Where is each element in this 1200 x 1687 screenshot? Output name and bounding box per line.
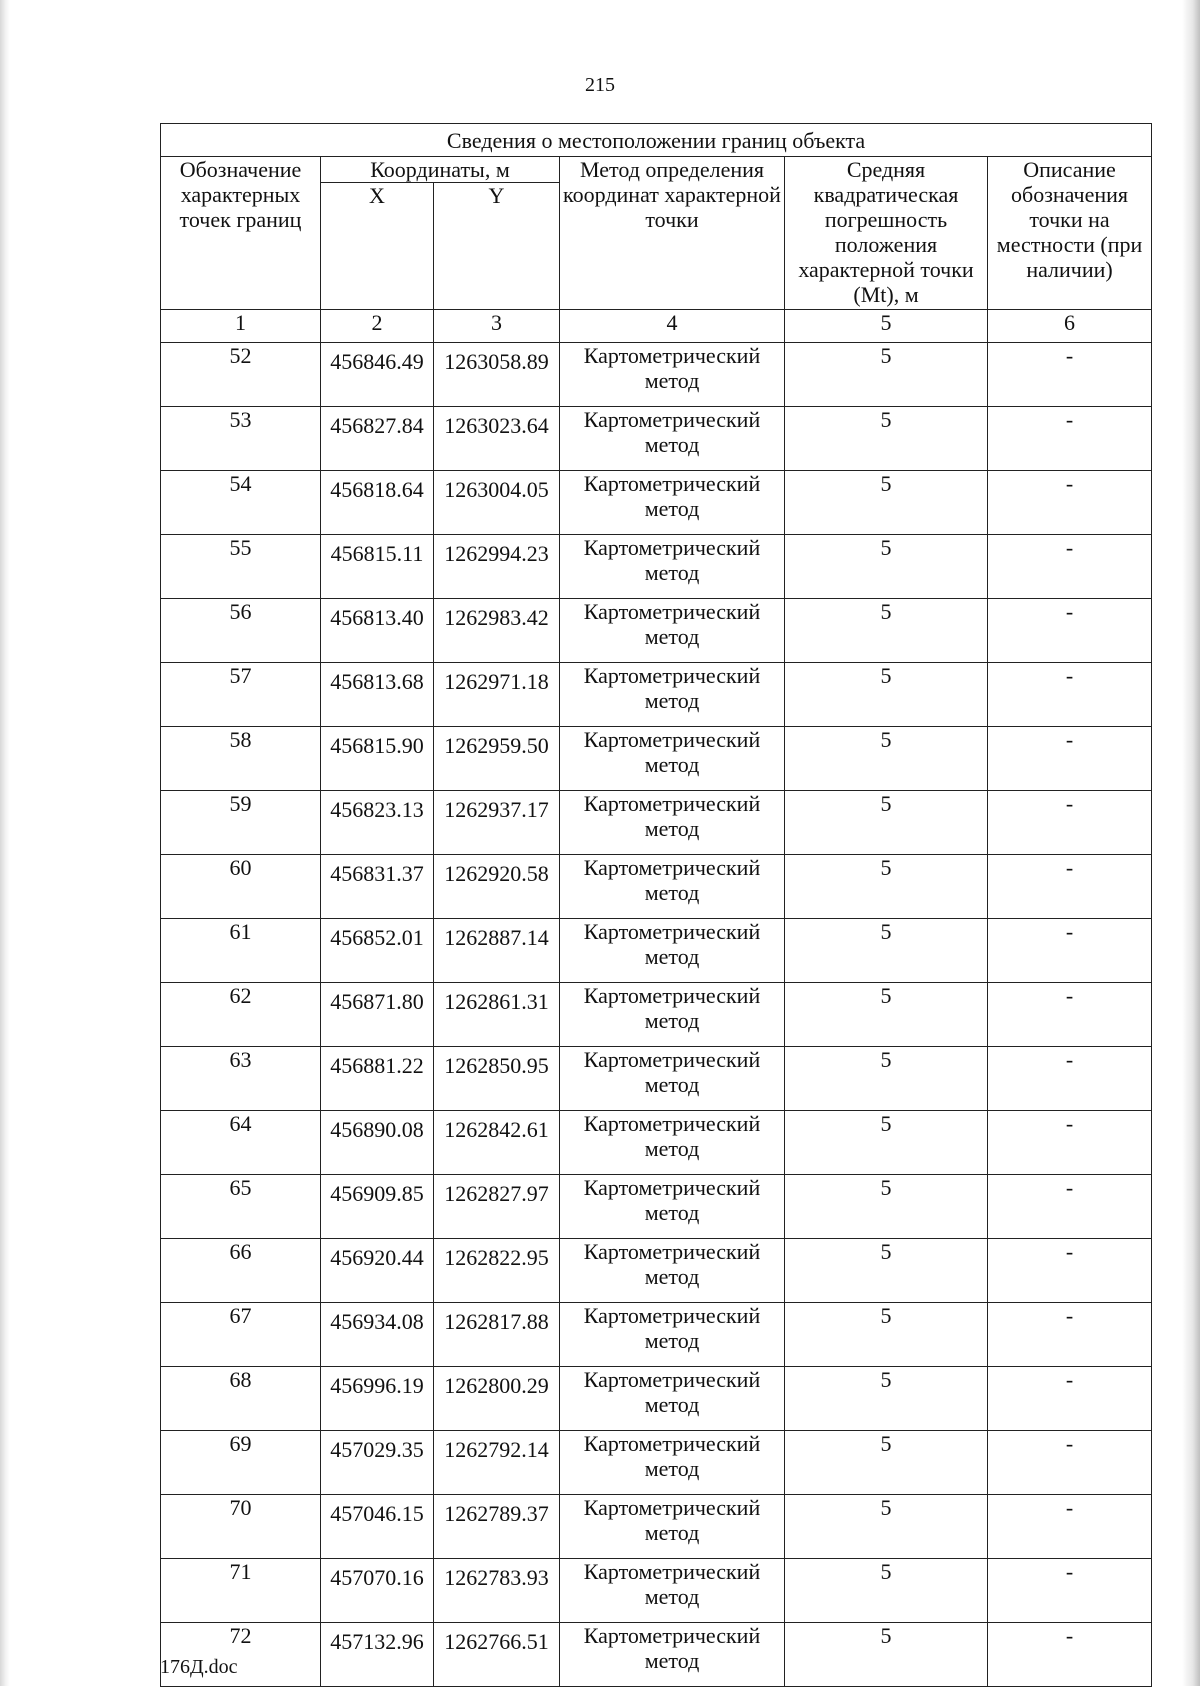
cell-y: 1262959.50 (434, 727, 560, 791)
cell-x: 456881.22 (321, 1047, 434, 1111)
method-line-2: метод (644, 1072, 700, 1097)
cell-description: - (988, 791, 1152, 855)
cell-y: 1263058.89 (434, 343, 560, 407)
method-line-1: Картометрический (583, 471, 761, 496)
cell-x: 456996.19 (321, 1367, 434, 1431)
footer-filename: 176Д.doc (160, 1656, 238, 1678)
cell-x: 456909.85 (321, 1175, 434, 1239)
cell-x: 456831.37 (321, 855, 434, 919)
cell-description: - (988, 855, 1152, 919)
cell-point: 56 (161, 599, 321, 663)
method-line-1: Картометрический (583, 1623, 761, 1648)
cell-point: 55 (161, 535, 321, 599)
cell-description: - (988, 407, 1152, 471)
method-line-2: метод (644, 816, 700, 841)
cell-x: 457029.35 (321, 1431, 434, 1495)
cell-method (560, 1367, 785, 1431)
cell-error: 5 (785, 663, 988, 727)
method-line-2: метод (644, 1648, 700, 1673)
cell-error: 5 (785, 1495, 988, 1559)
cell-point: 64 (161, 1111, 321, 1175)
method-line-2: метод (644, 1328, 700, 1353)
cell-error: 5 (785, 855, 988, 919)
cell-y: 1262842.61 (434, 1111, 560, 1175)
table-row (161, 1559, 1152, 1623)
cell-description: - (988, 663, 1152, 727)
table-row (161, 343, 1152, 407)
method-line-1: Картометрический (583, 1431, 761, 1456)
column-number: 6 (988, 310, 1152, 343)
cell-method (560, 855, 785, 919)
table-row (161, 1431, 1152, 1495)
cell-method (560, 1559, 785, 1623)
cell-description: - (988, 1175, 1152, 1239)
cell-error: 5 (785, 1303, 988, 1367)
cell-x: 456815.11 (321, 535, 434, 599)
cell-point: 68 (161, 1367, 321, 1431)
cell-point: 66 (161, 1239, 321, 1303)
cell-y: 1262887.14 (434, 919, 560, 983)
method-line-2: метод (644, 1456, 700, 1481)
column-number: 4 (560, 310, 785, 343)
cell-error: 5 (785, 1175, 988, 1239)
cell-error: 5 (785, 1431, 988, 1495)
cell-error: 5 (785, 599, 988, 663)
cell-y: 1263004.05 (434, 471, 560, 535)
cell-point: 58 (161, 727, 321, 791)
cell-point: 63 (161, 1047, 321, 1111)
cell-description: - (988, 1431, 1152, 1495)
column-number: 5 (785, 310, 988, 343)
table-title: Сведения о местоположении границ объекта (161, 124, 1152, 157)
cell-x: 456934.08 (321, 1303, 434, 1367)
cell-description: - (988, 1239, 1152, 1303)
cell-point: 71 (161, 1559, 321, 1623)
cell-method (560, 1239, 785, 1303)
cell-method (560, 471, 785, 535)
cell-x: 456871.80 (321, 983, 434, 1047)
cell-error: 5 (785, 1623, 988, 1687)
table-row (161, 1367, 1152, 1431)
table-row (161, 1303, 1152, 1367)
method-line-2: метод (644, 432, 700, 457)
cell-method (560, 727, 785, 791)
cell-error: 5 (785, 727, 988, 791)
cell-error: 5 (785, 1047, 988, 1111)
cell-point: 52 (161, 343, 321, 407)
cell-description: - (988, 1495, 1152, 1559)
method-line-2: метод (644, 1008, 700, 1033)
cell-point: 61 (161, 919, 321, 983)
cell-point: 72 (161, 1623, 321, 1687)
table-row (161, 855, 1152, 919)
cell-point: 53 (161, 407, 321, 471)
cell-y: 1262827.97 (434, 1175, 560, 1239)
cell-method (560, 791, 785, 855)
cell-x: 456813.40 (321, 599, 434, 663)
method-line-1: Картометрический (583, 1367, 761, 1392)
scan-edge-right (1182, 0, 1200, 1686)
table-row (161, 599, 1152, 663)
cell-point: 59 (161, 791, 321, 855)
cell-method (560, 1431, 785, 1495)
method-line-1: Картометрический (583, 791, 761, 816)
cell-y: 1262994.23 (434, 535, 560, 599)
cell-y: 1262937.17 (434, 791, 560, 855)
table-row (161, 919, 1152, 983)
cell-method (560, 535, 785, 599)
cell-description: - (988, 343, 1152, 407)
table-row (161, 727, 1152, 791)
table-row (161, 1495, 1152, 1559)
cell-description: - (988, 1367, 1152, 1431)
table-row (161, 1623, 1152, 1687)
boundary-coordinates-table (160, 123, 1152, 1687)
cell-x: 457132.96 (321, 1623, 434, 1687)
cell-y: 1262766.51 (434, 1623, 560, 1687)
cell-point: 54 (161, 471, 321, 535)
cell-x: 456815.90 (321, 727, 434, 791)
method-line-2: метод (644, 624, 700, 649)
method-line-2: метод (644, 496, 700, 521)
cell-error: 5 (785, 471, 988, 535)
cell-x: 456813.68 (321, 663, 434, 727)
cell-x: 456890.08 (321, 1111, 434, 1175)
cell-point: 67 (161, 1303, 321, 1367)
cell-description: - (988, 1559, 1152, 1623)
method-line-1: Картометрический (583, 535, 761, 560)
cell-description: - (988, 1623, 1152, 1687)
cell-y: 1262983.42 (434, 599, 560, 663)
header-coords: Координаты, м (321, 157, 560, 183)
cell-point: 69 (161, 1431, 321, 1495)
cell-error: 5 (785, 343, 988, 407)
cell-x: 457046.15 (321, 1495, 434, 1559)
cell-x: 456823.13 (321, 791, 434, 855)
cell-description: - (988, 471, 1152, 535)
cell-description: - (988, 599, 1152, 663)
header-x: X (321, 183, 434, 310)
cell-method (560, 343, 785, 407)
method-line-1: Картометрический (583, 663, 761, 688)
table-row (161, 1111, 1152, 1175)
cell-y: 1262971.18 (434, 663, 560, 727)
cell-point: 65 (161, 1175, 321, 1239)
cell-error: 5 (785, 535, 988, 599)
table-row (161, 983, 1152, 1047)
page-number: 215 (585, 74, 615, 96)
method-line-2: метод (644, 1264, 700, 1289)
cell-point: 62 (161, 983, 321, 1047)
method-line-2: метод (644, 752, 700, 777)
cell-description: - (988, 727, 1152, 791)
cell-method (560, 1495, 785, 1559)
cell-x: 456920.44 (321, 1239, 434, 1303)
cell-error: 5 (785, 983, 988, 1047)
cell-method (560, 663, 785, 727)
method-line-1: Картометрический (583, 1111, 761, 1136)
header-error: Средняя квадратическая погрешность положения характерной точки (Mt), м (785, 157, 988, 310)
table-row (161, 663, 1152, 727)
method-line-1: Картометрический (583, 1559, 761, 1584)
method-line-1: Картометрический (583, 407, 761, 432)
method-line-1: Картометрический (583, 1175, 761, 1200)
cell-error: 5 (785, 1367, 988, 1431)
table-row (161, 471, 1152, 535)
header-method: Метод определения координат характерной точки (560, 157, 785, 310)
cell-method (560, 1623, 785, 1687)
cell-y: 1262861.31 (434, 983, 560, 1047)
cell-description: - (988, 1303, 1152, 1367)
cell-method (560, 919, 785, 983)
cell-error: 5 (785, 1239, 988, 1303)
cell-error: 5 (785, 1559, 988, 1623)
cell-y: 1262822.95 (434, 1239, 560, 1303)
method-line-1: Картометрический (583, 983, 761, 1008)
cell-x: 456827.84 (321, 407, 434, 471)
cell-method (560, 1111, 785, 1175)
table-row (161, 1175, 1152, 1239)
method-line-2: метод (644, 688, 700, 713)
table-row (161, 791, 1152, 855)
method-line-2: метод (644, 1584, 700, 1609)
cell-error: 5 (785, 407, 988, 471)
cell-y: 1262817.88 (434, 1303, 560, 1367)
cell-y: 1263023.64 (434, 407, 560, 471)
header-y: Y (434, 183, 560, 310)
cell-error: 5 (785, 919, 988, 983)
cell-x: 456818.64 (321, 471, 434, 535)
method-line-2: метод (644, 1520, 700, 1545)
cell-description: - (988, 1047, 1152, 1111)
method-line-2: метод (644, 880, 700, 905)
method-line-2: метод (644, 560, 700, 585)
method-line-2: метод (644, 1200, 700, 1225)
cell-description: - (988, 1111, 1152, 1175)
method-line-1: Картометрический (583, 1495, 761, 1520)
header-point: Обозначение характерных точек границ (161, 157, 321, 310)
column-number: 3 (434, 310, 560, 343)
method-line-1: Картометрический (583, 727, 761, 752)
cell-y: 1262789.37 (434, 1495, 560, 1559)
cell-description: - (988, 535, 1152, 599)
table-row (161, 407, 1152, 471)
cell-point: 60 (161, 855, 321, 919)
method-line-1: Картометрический (583, 919, 761, 944)
cell-description: - (988, 983, 1152, 1047)
cell-method (560, 1175, 785, 1239)
table-row (161, 1047, 1152, 1111)
cell-method (560, 1047, 785, 1111)
method-line-1: Картометрический (583, 343, 761, 368)
method-line-1: Картометрический (583, 1047, 761, 1072)
cell-y: 1262792.14 (434, 1431, 560, 1495)
cell-x: 456852.01 (321, 919, 434, 983)
method-line-2: метод (644, 368, 700, 393)
cell-error: 5 (785, 791, 988, 855)
method-line-2: метод (644, 1392, 700, 1417)
cell-y: 1262800.29 (434, 1367, 560, 1431)
method-line-1: Картометрический (583, 855, 761, 880)
method-line-1: Картометрический (583, 1239, 761, 1264)
cell-method (560, 1303, 785, 1367)
cell-y: 1262783.93 (434, 1559, 560, 1623)
method-line-1: Картометрический (583, 1303, 761, 1328)
cell-method (560, 407, 785, 471)
scan-edge-left (0, 0, 10, 1686)
table-row (161, 535, 1152, 599)
table-row (161, 1239, 1152, 1303)
cell-y: 1262920.58 (434, 855, 560, 919)
cell-method (560, 599, 785, 663)
method-line-2: метод (644, 944, 700, 969)
header-description: Описание обозначения точки на местности (при наличии) (988, 157, 1152, 310)
cell-point: 70 (161, 1495, 321, 1559)
cell-description: - (988, 919, 1152, 983)
cell-point: 57 (161, 663, 321, 727)
method-line-1: Картометрический (583, 599, 761, 624)
column-number: 2 (321, 310, 434, 343)
cell-x: 456846.49 (321, 343, 434, 407)
cell-error: 5 (785, 1111, 988, 1175)
cell-method (560, 983, 785, 1047)
method-line-2: метод (644, 1136, 700, 1161)
column-number: 1 (161, 310, 321, 343)
cell-y: 1262850.95 (434, 1047, 560, 1111)
cell-x: 457070.16 (321, 1559, 434, 1623)
